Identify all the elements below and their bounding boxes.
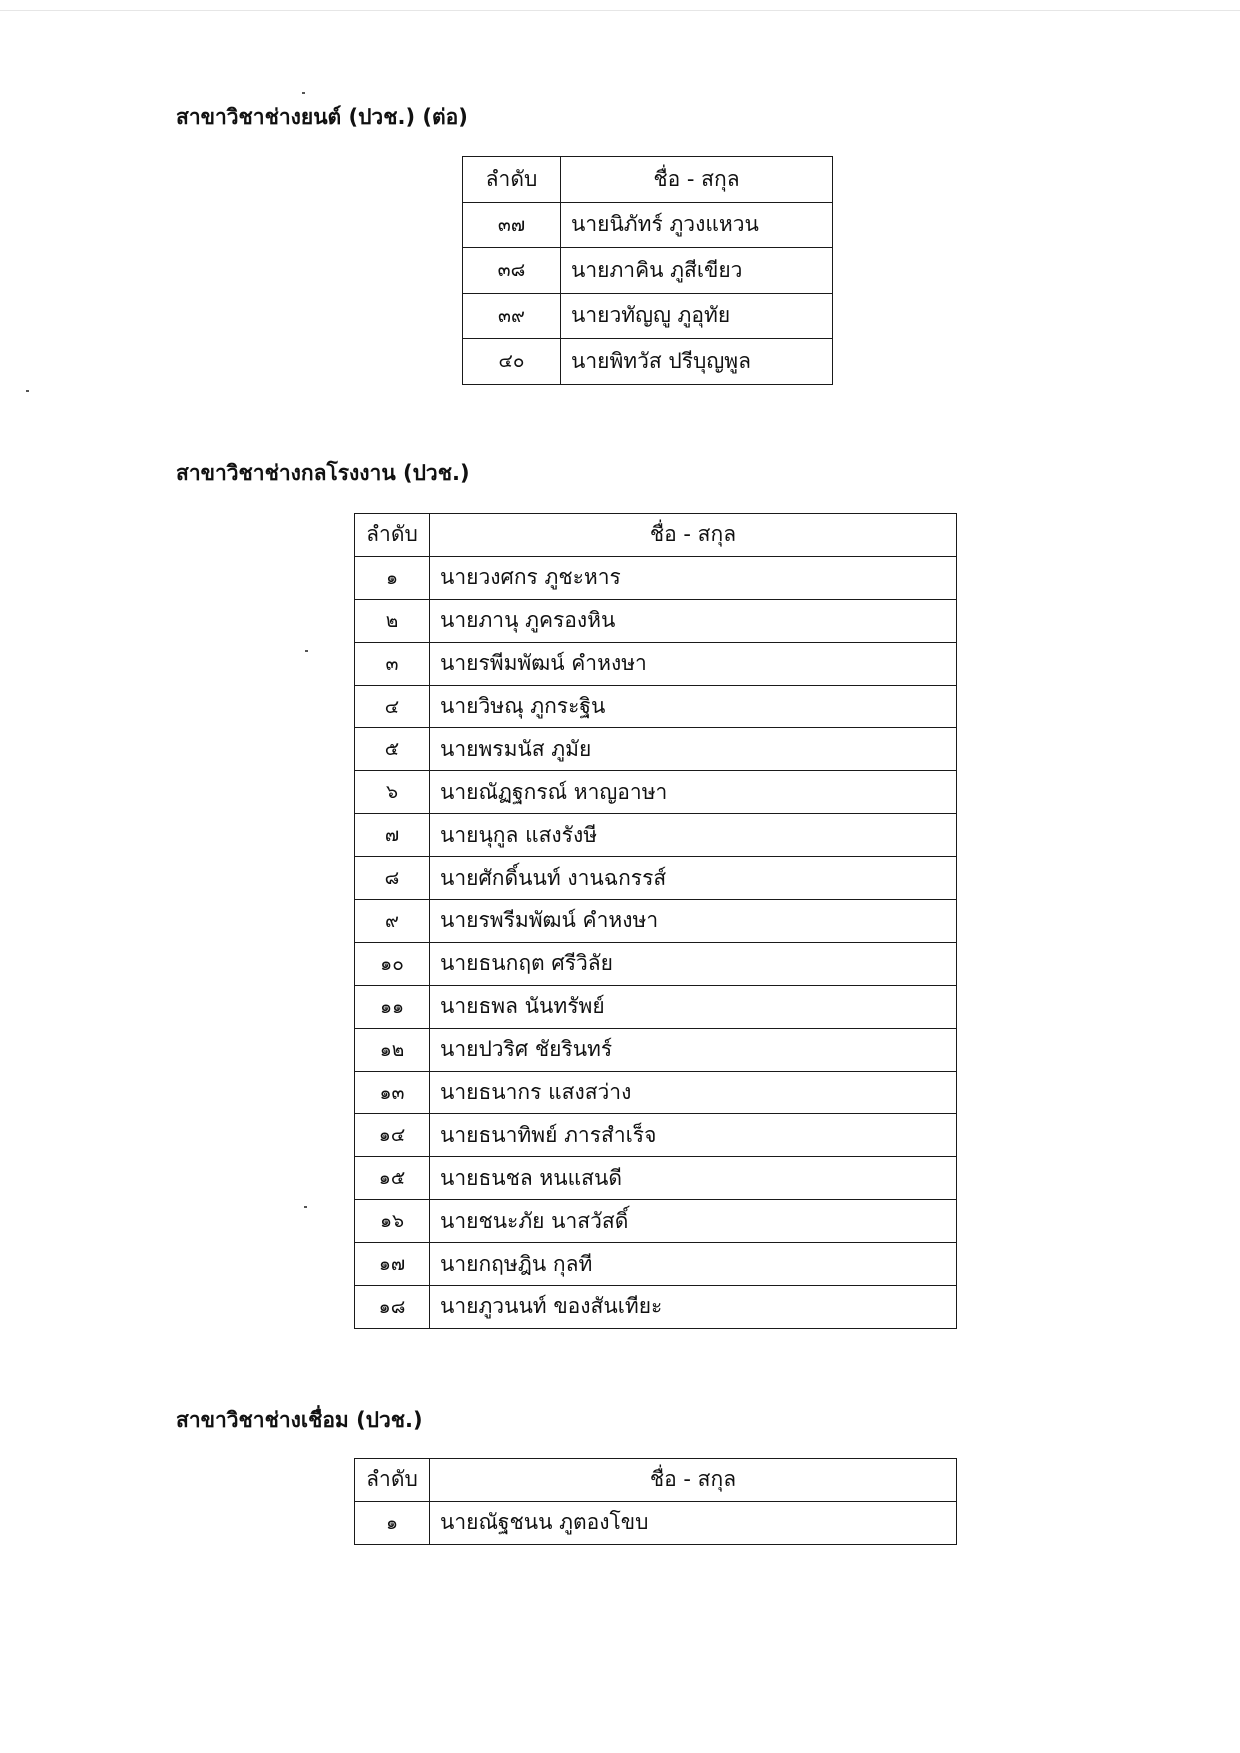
row-name: นายวิษณุ ภูกระฐิน <box>430 685 957 728</box>
row-number: ๑๖ <box>355 1200 430 1243</box>
row-name: นายวทัญญู ภูอุทัย <box>561 293 833 339</box>
page-top-edge <box>0 10 1240 11</box>
table-row <box>355 685 957 728</box>
table-header-row <box>355 1459 957 1502</box>
row-number: ๓๘ <box>463 248 561 294</box>
section-title-machine-shop: สาขาวิชาช่างกลโรงงาน (ปวช.) <box>176 461 470 485</box>
table-row <box>355 556 957 599</box>
row-name: นายนิภัทร์ ภูวงแหวน <box>561 202 833 248</box>
row-name: นายศักดิ์นนท์ งานฉกรรส์ <box>430 857 957 900</box>
row-number: ๑ <box>355 1501 430 1544</box>
row-name: นายธนากร แสงสว่าง <box>430 1071 957 1114</box>
row-name: นายภาคิน ภูสีเขียว <box>561 248 833 294</box>
row-name: นายธพล นันทรัพย์ <box>430 985 957 1028</box>
column-header-number: ลำดับ <box>355 1459 430 1502</box>
row-number: ๒ <box>355 599 430 642</box>
row-number: ๓๗ <box>463 202 561 248</box>
table-row <box>463 339 833 385</box>
row-number: ๓ <box>355 642 430 685</box>
row-number: ๔ <box>355 685 430 728</box>
column-header-name: ชื่อ - สกุล <box>430 1459 957 1502</box>
row-number: ๓๙ <box>463 293 561 339</box>
row-number: ๑๕ <box>355 1157 430 1200</box>
column-header-number: ลำดับ <box>463 157 561 203</box>
scan-speck <box>304 1206 307 1208</box>
row-number: ๔๐ <box>463 339 561 385</box>
row-name: นายชนะภัย นาสวัสดิ์ <box>430 1200 957 1243</box>
table-row <box>463 202 833 248</box>
scan-speck <box>26 390 29 392</box>
table-row <box>355 814 957 857</box>
table-row <box>355 900 957 943</box>
section-title-auto-mechanics: สาขาวิชาช่างยนต์ (ปวช.) (ต่อ) <box>176 105 468 129</box>
row-name: นายรพรีมพัฒน์ คำหงษา <box>430 900 957 943</box>
row-number: ๑๗ <box>355 1243 430 1286</box>
row-name: นายวงศกร ภูชะหาร <box>430 556 957 599</box>
row-name: นายธนชล หนแสนดี <box>430 1157 957 1200</box>
scan-speck <box>302 92 305 94</box>
table-row <box>355 1028 957 1071</box>
table-row <box>355 1200 957 1243</box>
table-row <box>355 942 957 985</box>
table-header-row <box>463 157 833 203</box>
row-number: ๑๔ <box>355 1114 430 1157</box>
row-name: นายนุกูล แสงรังษี <box>430 814 957 857</box>
roster-table-welding <box>354 1458 957 1545</box>
table-row <box>355 1071 957 1114</box>
row-name: นายภูวนนท์ ของสันเทียะ <box>430 1286 957 1329</box>
table-row <box>463 248 833 294</box>
row-number: ๖ <box>355 771 430 814</box>
row-name: นายปวริศ ชัยรินทร์ <box>430 1028 957 1071</box>
row-number: ๑ <box>355 556 430 599</box>
row-number: ๗ <box>355 814 430 857</box>
row-name: นายรพีมพัฒน์ คำหงษา <box>430 642 957 685</box>
row-name: นายภานุ ภูครองหิน <box>430 599 957 642</box>
row-name: นายกฤษฎิน กุลที <box>430 1243 957 1286</box>
table-row <box>355 1243 957 1286</box>
table-header-row <box>355 514 957 557</box>
table-row <box>355 985 957 1028</box>
row-number: ๕ <box>355 728 430 771</box>
table-row <box>355 1114 957 1157</box>
row-number: ๑๐ <box>355 942 430 985</box>
row-number: ๑๘ <box>355 1286 430 1329</box>
table-row <box>355 1501 957 1544</box>
row-name: นายธนาทิพย์ ภารสำเร็จ <box>430 1114 957 1157</box>
row-number: ๙ <box>355 900 430 943</box>
column-header-number: ลำดับ <box>355 514 430 557</box>
column-header-name: ชื่อ - สกุล <box>561 157 833 203</box>
row-number: ๑๑ <box>355 985 430 1028</box>
table-row <box>355 857 957 900</box>
table-row <box>355 771 957 814</box>
row-name: นายพิทวัส ปรีบุญพูล <box>561 339 833 385</box>
row-number: ๑๓ <box>355 1071 430 1114</box>
table-row <box>355 599 957 642</box>
row-name: นายพรมนัส ภูมัย <box>430 728 957 771</box>
table-row <box>355 642 957 685</box>
roster-table-auto-mechanics <box>462 156 833 385</box>
table-row <box>355 1157 957 1200</box>
column-header-name: ชื่อ - สกุล <box>430 514 957 557</box>
row-number: ๑๒ <box>355 1028 430 1071</box>
row-name: นายณัฏฐกรณ์ หาญอาษา <box>430 771 957 814</box>
scan-speck <box>305 650 308 652</box>
row-name: นายณัฐชนน ภูตองโขบ <box>430 1501 957 1544</box>
row-number: ๘ <box>355 857 430 900</box>
row-name: นายธนกฤต ศรีวิลัย <box>430 942 957 985</box>
table-row <box>355 1286 957 1329</box>
roster-table-machine-shop <box>354 513 957 1329</box>
table-row <box>355 728 957 771</box>
section-title-welding: สาขาวิชาช่างเชื่อม (ปวช.) <box>176 1408 423 1432</box>
table-row <box>463 293 833 339</box>
